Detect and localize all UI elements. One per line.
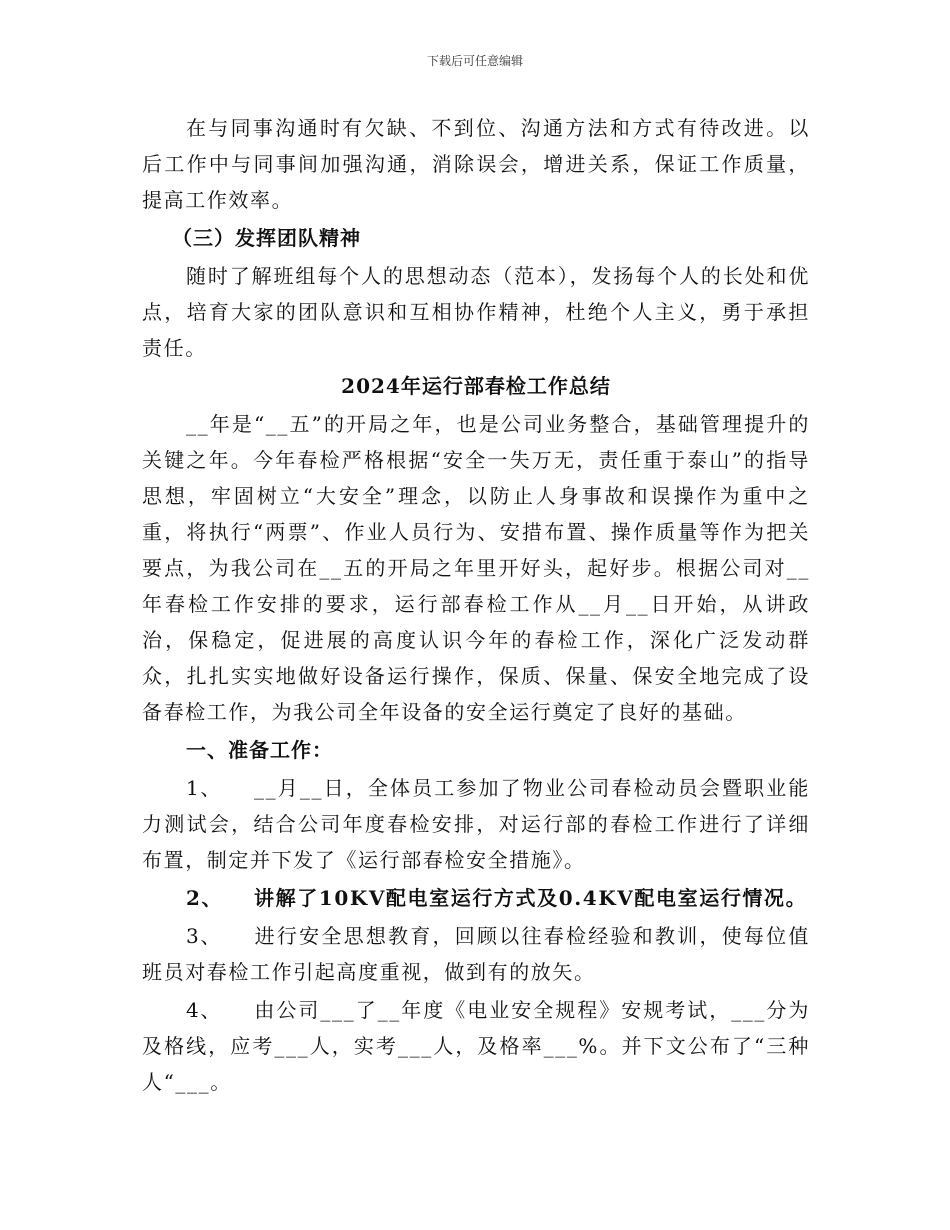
paragraph-team-spirit: 随时了解班组每个人的思想动态（范本），发扬每个人的长处和优点，培育大家的团队意识和互相协作精神，杜绝个人主义，勇于承担责任。 xyxy=(142,264,810,360)
paragraph-communication: 在与同事沟通时有欠缺、不到位、沟通方法和方式有待改进。以后工作中与同事间加强沟通，消除误会，增进关系，保证工作质量，提高工作效率。 xyxy=(142,116,810,212)
list-item-number: 2、 xyxy=(186,886,224,910)
document-body xyxy=(142,110,810,1102)
list-item-text: 进行安全思想教育，回顾以往春检经验和教训，使每位值班员对春检工作引起高度重视，做到有的放矢。 xyxy=(142,924,810,984)
list-item xyxy=(142,770,810,878)
list-item xyxy=(142,880,810,916)
paragraph-intro: __年是“__五”的开局之年，也是公司业务整合，基础管理提升的关键之年。今年春检严格根据“安全一失万无，责任重于泰山”的指导思想，牢固树立“大安全”理念，以防止人身事故和误操作为重中之重，将执行“两票”、作业人员行为、安措布置、操作质量等作为把关要点，为我公司在__五的开局之年里开好头，起好步。根据公司对__年春检工作安排的要求，运行部春检工作从__月__日开始，从讲政治，保稳定，促进展的高度认识今年的春检工作，深化广泛发动群众，扎扎实实地做好设备运行操作，保质、保量、保安全地完成了设备春检工作，为我公司全年设备的安全运行奠定了良好的基础。 xyxy=(142,412,810,724)
section-heading-preparation: 一、准备工作： xyxy=(186,738,333,762)
page-header: 下载后可任意编辑 xyxy=(426,54,523,68)
document-title: 2024年运行部春检工作总结 xyxy=(341,374,611,398)
list-item-number: 1、 xyxy=(186,776,222,800)
section-heading-team-spirit: （三）发挥团队精神 xyxy=(172,226,361,250)
list-item-number: 4、 xyxy=(186,998,222,1022)
list-item-text: 讲解了10KV配电室运行方式及0.4KV配电室运行情况。 xyxy=(254,886,808,910)
list-item xyxy=(142,918,810,990)
list-item-text: __月__日，全体员工参加了物业公司春检动员会暨职业能力测试会，结合公司年度春检安排，对运行部的春检工作进行了详细布置，制定并下发了《运行部春检安全措施》。 xyxy=(142,776,810,872)
list-item-text: 由公司___了__年度《电业安全规程》安规考试，___分为及格线，应考___人，实考___人，及格率___%。并下文公布了“三种人“___。 xyxy=(142,998,810,1094)
list-item xyxy=(142,992,810,1100)
list-item-number: 3、 xyxy=(186,924,222,948)
